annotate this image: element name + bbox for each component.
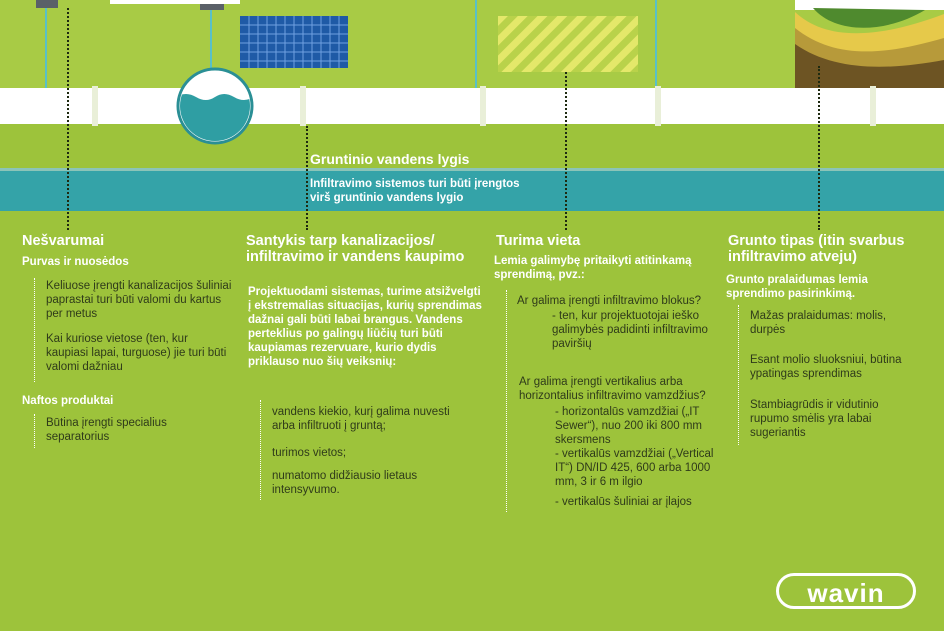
col1-title: Nešvarumai — [22, 233, 105, 249]
col2-item-1: vandens kiekio, kurį galima nuvesti arba infiltruoti į gruntą; — [272, 406, 450, 432]
col1-p2: Kai kuriose vietose (ten, kur kaupiasi lapai, turguose) jie turi būti valomi dažniau — [46, 333, 227, 373]
manhole-icon — [176, 67, 254, 145]
pipe-joint — [480, 86, 486, 126]
connector-line-2 — [306, 126, 308, 230]
col3-q2b: - vertikalūs vamzdžiai („Vertical IT“) DN/ID 425, 600 arba 1000 mm, 3 ir 6 m ilgio — [555, 448, 714, 488]
col3-q2c: - vertikalūs šuliniai ar įlajos — [555, 496, 692, 508]
pipe-joint — [92, 86, 98, 126]
col1-sub1: Purvas ir nuosėdos — [22, 256, 129, 268]
road-edge — [110, 0, 240, 4]
col2-lead: Projektuodami sistemas, turime atsižvelgti į ekstremalias situacijas, kurių sprendimas dažnai gali būti labai brangus. Vandens perteklius po galingų liūčių turi būti kaupiamas rezervuare, kurio dydis priklauso nuo šių veiksnių: — [248, 286, 482, 368]
col1-p3: Būtina įrengti specialius separatorius — [46, 417, 167, 443]
groundwater-note-line2: virš gruntinio vandens lygio — [310, 192, 464, 204]
groundwater-note — [310, 177, 520, 205]
pipe-joint — [655, 86, 661, 126]
connector-line-3 — [565, 72, 567, 230]
col4-p3: Stambiagrūdis ir vidutinio rupumo smėlis yra labai sugeriantis — [750, 399, 879, 439]
drain-pipe-3 — [475, 0, 477, 92]
pipe-joint — [870, 86, 876, 126]
col3-title: Turima vieta — [496, 233, 581, 249]
col4-title: Grunto tipas (itin svarbus infiltravimo atveju) — [728, 233, 905, 265]
col2-brace — [260, 400, 261, 500]
col4-p1: Mažas pralaidumas: molis, durpės — [750, 310, 887, 336]
col1-sub2: Naftos produktai — [22, 395, 114, 407]
col1-brace-2 — [34, 414, 35, 448]
hatched-area-icon — [498, 16, 638, 72]
col4-p2: Esant molio sluoksniui, būtina ypatingas sprendimas — [750, 354, 902, 380]
main-pipe — [0, 88, 944, 124]
gully-cap-1 — [36, 0, 58, 8]
infiltration-block-icon — [240, 16, 348, 68]
col2-item-3: numatomo didžiausio lietaus intensyvumo. — [272, 470, 418, 496]
connector-line-1 — [67, 8, 69, 230]
pipe-joint — [300, 86, 306, 126]
wavin-logo: wavin — [776, 573, 916, 609]
col3-q1: Ar galima įrengti infiltravimo blokus? — [517, 295, 702, 307]
col2-item-2: turimos vietos; — [272, 447, 347, 459]
col4-brace — [738, 305, 739, 445]
col4-lead: Grunto pralaidumas lemia sprendimo pasirinkimą. — [726, 274, 868, 300]
drain-pipe-1 — [45, 0, 47, 92]
col3-q1a: - ten, kur projektuotojai ieško galimybės padidinti infiltravimo paviršių — [552, 310, 708, 350]
col1-brace-1 — [34, 278, 35, 382]
col2-title: Santykis tarp kanalizacijos/ infiltravimo ir vandens kaupimo — [246, 233, 465, 265]
col1-p1: Keliuose įrengti kanalizacijos šuliniai paprastai turi būti valomi du kartus per metus — [46, 280, 232, 320]
col3-q2a: - horizontalūs vamzdžiai („IT Sewer“), nuo 200 iki 800 mm skersmens — [555, 406, 703, 446]
col3-q2: Ar galima įrengti vertikalius arba horizontalius infiltravimo vamzdžius? — [519, 376, 706, 402]
col3-brace — [506, 290, 507, 512]
col3-lead: Lemia galimybę pritaikyti atitinkamą sprendimą, pvz.: — [494, 255, 692, 281]
groundwater-note-line1: Infiltravimo sistemos turi būti įrengtos — [310, 178, 520, 190]
drain-pipe-4 — [655, 0, 657, 92]
connector-line-4 — [818, 66, 820, 230]
groundwater-title: Gruntinio vandens lygis — [310, 151, 470, 167]
